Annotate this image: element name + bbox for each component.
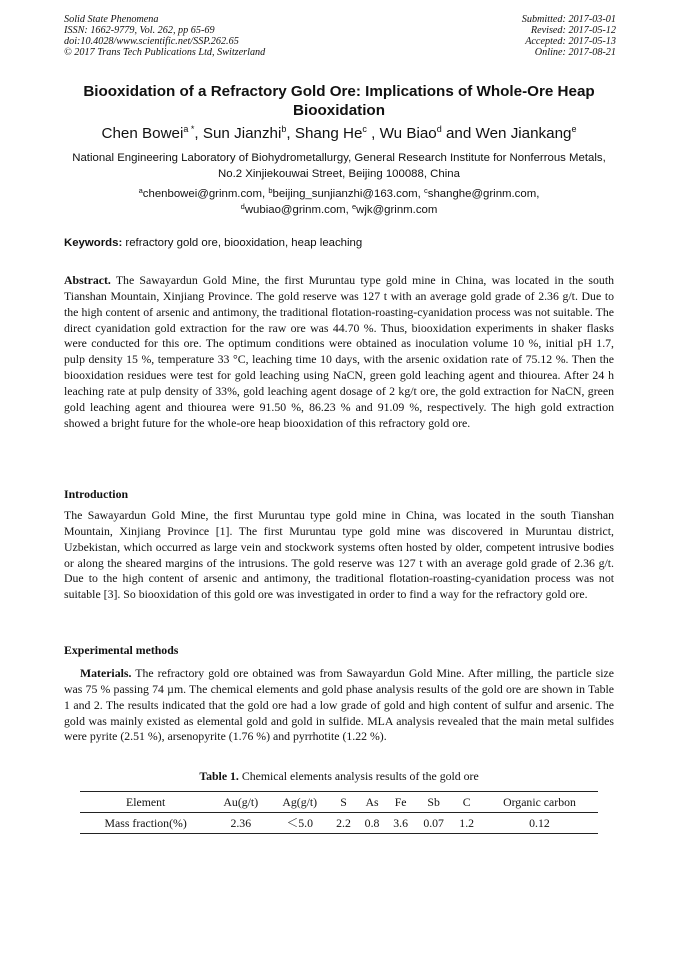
table-cell: 2.36 (230, 816, 252, 830)
table-header-cell: Organic carbon (503, 795, 576, 809)
journal-copyright: © 2017 Trans Tech Publications Ltd, Switzerland (64, 47, 266, 58)
author-emails (60, 186, 618, 218)
keywords-label: Keywords: (64, 237, 123, 249)
keywords (64, 236, 616, 251)
table-cell: 0.07 (423, 816, 444, 830)
affiliation: National Engineering Laboratory of Biohydrometallurgy, General Research Institute for Nonferrous Metals, No.2 Xinjiekouwai Street, Beijing 100088, China (72, 152, 606, 180)
introduction-text: The Sawayardun Gold Mine, the first Muruntau type gold mine in China, was located in the south Tianshan Mountain, Xinjiang Province [1]. The first Muruntau type gold mine was discovered in Muruntau district, Uzbekistan, which occurred as large vein and stockwork systems often hosted by older, competent intrusive bodies or along the sheared margins of the intrusions. The gold reserve was 127 t with an average gold grade of 2.36 g/t. Due to the high content of arsenic and antimony, the traditional flotation-roasting-cyanidation process was not suitable [3]. So biooxidation of this gold ore was investigated in order to find a way for the refractory gold ore. (64, 508, 614, 602)
table-cell: ＜5.0 (286, 816, 314, 830)
table-header-cell: C (462, 795, 471, 809)
date-submitted: Submitted: 2017-03-01 (521, 14, 616, 25)
publication-dates (522, 14, 616, 58)
keywords-text: refractory gold ore, biooxidation, heap leaching (122, 237, 363, 249)
table-header-cell: As (365, 795, 379, 809)
table-caption (64, 769, 614, 784)
table-header-cell: Sb (427, 795, 440, 809)
section-heading-introduction: Introduction (64, 487, 129, 501)
email-link[interactable]: $^d$wubiao@grinm.com, (240, 202, 352, 216)
table-cell: 0.8 (364, 816, 380, 830)
email-link[interactable]: $^b$beijing_sunjianzhi@163.com, (268, 186, 425, 200)
author: Wen Jiankang$^e$ (475, 124, 577, 142)
journal-doi: doi:10.4028/www.scientific.net/SSP.262.65 (64, 36, 239, 47)
chemical-elements-table (80, 791, 598, 834)
email-link[interactable]: $^a$chenbowei@grinm.com, (138, 186, 269, 200)
table-row (80, 813, 598, 834)
abstract-text: The Sawayardun Gold Mine, the first Muruntau type gold mine in China, was located in the south Tianshan Mountain, Xinjiang Province. The gold reserve was 127 t with an average gold grade of 2.36 g/t. Due to the high content of arsenic and antimony, the traditional flotation-roasting-cyanidation process was not suitable. The direct cyanidation gold extraction for the raw ore was 44.70 %. Thus, biooxidation experiments in shaker flasks were conducted for this ore. The optimum conditions were obtained as inoculation volume 10 %, initial pH 1.7, pulp density 15 %, temperature 33 °C, leaching time 10 days, with the arsenic oxidation rate of 75.12 %. Then the biooxidation residues were test for gold leaching using NaCN, green gold leaching agent and thiourea. After 24 h leaching rate at pulp density of 33%, gold leaching agent dosage of 2 kg/t ore, the gold extraction for NaCN, green gold leaching agent and thiourea were 91.50 %, 86.23 % and 91.09 %, respectively. The high gold extraction showed a bright future for the whole-ore heap biooxidation of this refractory gold ore. (64, 273, 614, 430)
materials-label: Materials. (80, 666, 132, 680)
table-header-cell: Element (125, 795, 166, 809)
journal-info (64, 14, 265, 58)
table-header-row (80, 792, 598, 813)
table-caption-label: Table 1. (199, 769, 239, 783)
table-cell: 0.12 (529, 816, 550, 830)
journal-issn: ISSN: 1662-9779, Vol. 262, pp 65-69 (64, 25, 215, 36)
journal-name: Solid State Phenomena (64, 14, 159, 25)
section-heading-experimental: Experimental methods (64, 643, 179, 657)
date-online: Online: 2017-08-21 (534, 47, 616, 58)
author: Shang He$^c$ , (294, 124, 380, 142)
table-caption-text: Chemical elements analysis results of the gold ore (238, 769, 479, 783)
author: Chen Bowei$^{a *}$, (101, 124, 203, 142)
author: Sun Jianzhi$^b$, (202, 124, 295, 142)
abstract (64, 273, 614, 431)
table-header-cell: Ag(g/t) (282, 795, 318, 809)
table-header-cell: Au(g/t) (223, 795, 259, 809)
table-cell: 2.2 (336, 816, 351, 830)
paper-title: Biooxidation of a Refractory Gold Ore: Implications of Whole-Ore Heap Biooxidation (83, 83, 595, 119)
author-list (60, 124, 618, 143)
email-link[interactable]: $^c$shanghe@grinm.com, (424, 186, 540, 200)
table-cell: 3.6 (393, 816, 408, 830)
table-cell: Mass fraction(%) (104, 816, 187, 830)
table-cell: 1.2 (459, 816, 475, 830)
email-link[interactable]: $^e$wjk@grinm.com (351, 202, 438, 216)
author: Wu Biao$^d$ and (379, 124, 476, 142)
date-revised: Revised: 2017-05-12 (530, 25, 616, 36)
abstract-label: Abstract. (64, 273, 111, 287)
date-accepted: Accepted: 2017-05-13 (525, 36, 616, 47)
materials-paragraph (64, 666, 614, 745)
materials-text: The refractory gold ore obtained was from Sawayardun Gold Mine. After milling, the particle size was 75 % passing 74 µm. The chemical elements and gold phase analysis results of the gold ore are shown in Table 1 and 2. The results indicated that the gold ore had a low grade of gold and high content of sulfur and arsenic. The gold was mainly existed as elemental gold and gold in sulfide. MLA analysis revealed that the main metal sulfides were pyrite (2.51 %), arsenopyrite (1.76 %) and pyrrhotite (1.22 %). (64, 666, 614, 744)
table-header-cell: S (340, 795, 347, 809)
table-header-cell: Fe (394, 795, 407, 809)
